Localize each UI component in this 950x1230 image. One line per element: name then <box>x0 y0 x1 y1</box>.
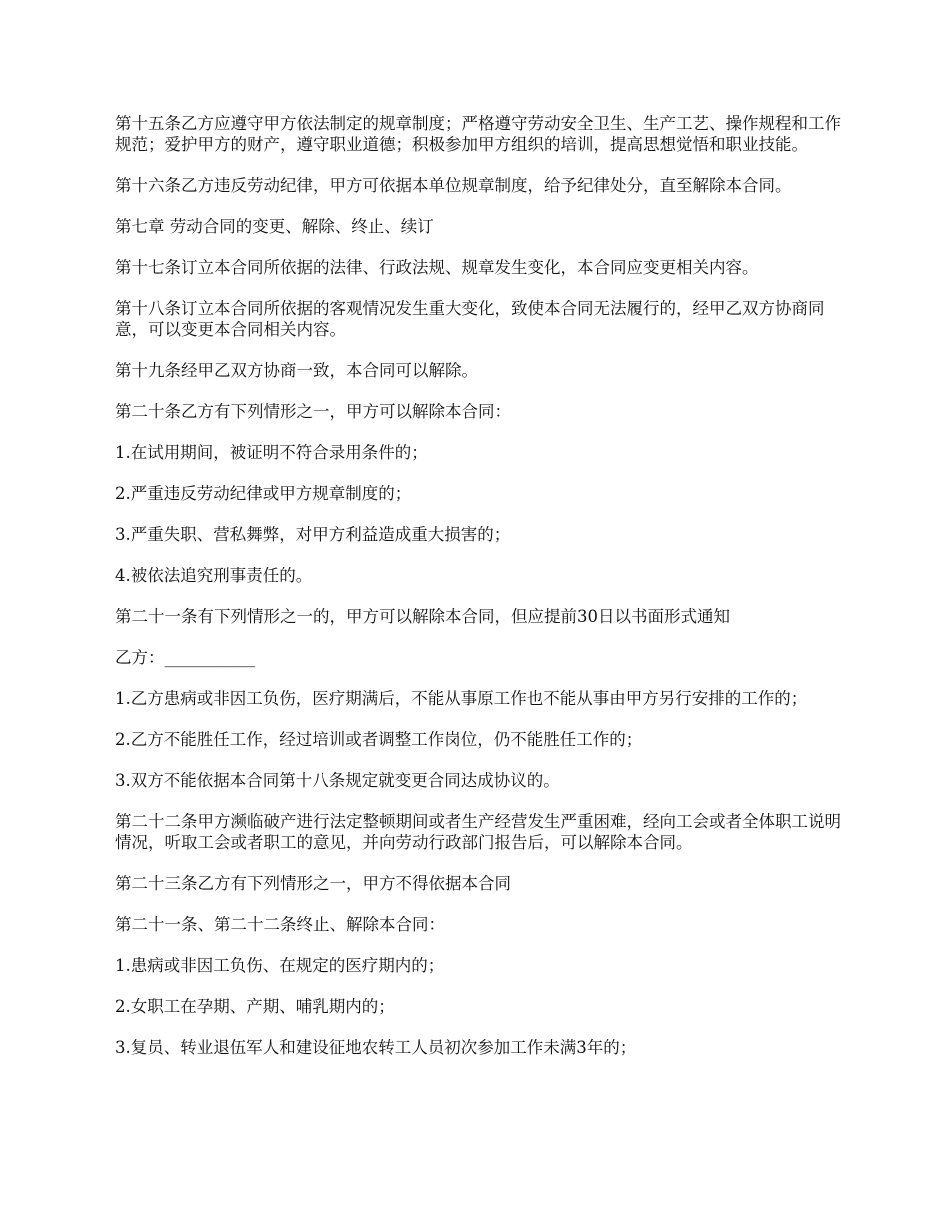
paragraph-article-18: 第十八条订立本合同所依据的客观情况发生重大变化，致使本合同无法履行的，经甲乙双方协商同意，可以变更本合同相关内容。 <box>115 299 825 339</box>
party-b-blank-line: 乙方：___________ <box>115 648 256 667</box>
list-item: 3.双方不能依据本合同第十八条规定就变更合同达成协议的。 <box>115 771 560 790</box>
paragraph-article-17: 第十七条订立本合同所依据的法律、行政法规、规章发生变化，本合同应变更相关内容。 <box>115 258 759 277</box>
paragraph-article-21: 第二十一条有下列情形之一的，甲方可以解除本合同，但应提前30日以书面形式通知 <box>115 607 730 626</box>
list-item: 3.严重失职、营私舞弊，对甲方利益造成重大损害的； <box>115 525 511 544</box>
chapter-heading-7: 第七章 劳动合同的变更、解除、终止、续订 <box>115 217 434 236</box>
paragraph-article-20: 第二十条乙方有下列情形之一，甲方可以解除本合同： <box>115 402 511 421</box>
paragraph-article-19: 第十九条经甲乙双方协商一致，本合同可以解除。 <box>115 361 478 380</box>
paragraph-article-22: 第二十二条甲方濒临破产进行法定整顿期间或者生产经营发生严重困难，经向工会或者全体职工说明情况，听取工会或者职工的意见，并向劳动行政部门报告后，可以解除本合同。 <box>115 812 841 852</box>
list-item: 1.乙方患病或非因工负伤，医疗期满后，不能从事原工作也不能从事由甲方另行安排的工作的； <box>115 689 808 708</box>
paragraph-article-16: 第十六条乙方违反劳动纪律，甲方可依据本单位规章制度，给予纪律处分，直至解除本合同。 <box>115 176 792 195</box>
document-body <box>115 113 845 1078</box>
list-item: 1.在试用期间，被证明不符合录用条件的； <box>115 443 428 462</box>
list-item: 3.复员、转业退伍军人和建设征地农转工人员初次参加工作未满3年的； <box>115 1038 637 1057</box>
list-item: 4.被依法追究刑事责任的。 <box>115 566 313 585</box>
paragraph-article-23-cont: 第二十一条、第二十二条终止、解除本合同： <box>115 915 445 934</box>
list-item: 2.严重违反劳动纪律或甲方规章制度的； <box>115 484 412 503</box>
list-item: 2.女职工在孕期、产期、哺乳期内的； <box>115 997 395 1016</box>
paragraph-article-23: 第二十三条乙方有下列情形之一，甲方不得依据本合同 <box>115 874 511 893</box>
paragraph-article-15: 第十五条乙方应遵守甲方依法制定的规章制度；严格遵守劳动安全卫生、生产工艺、操作规程和工作规范；爱护甲方的财产，遵守职业道德；积极参加甲方组织的培训，提高思想觉悟和职业技能。 <box>115 114 841 154</box>
list-item: 2.乙方不能胜任工作，经过培训或者调整工作岗位，仍不能胜任工作的； <box>115 730 643 749</box>
list-item: 1.患病或非因工负伤、在规定的医疗期内的； <box>115 956 445 975</box>
